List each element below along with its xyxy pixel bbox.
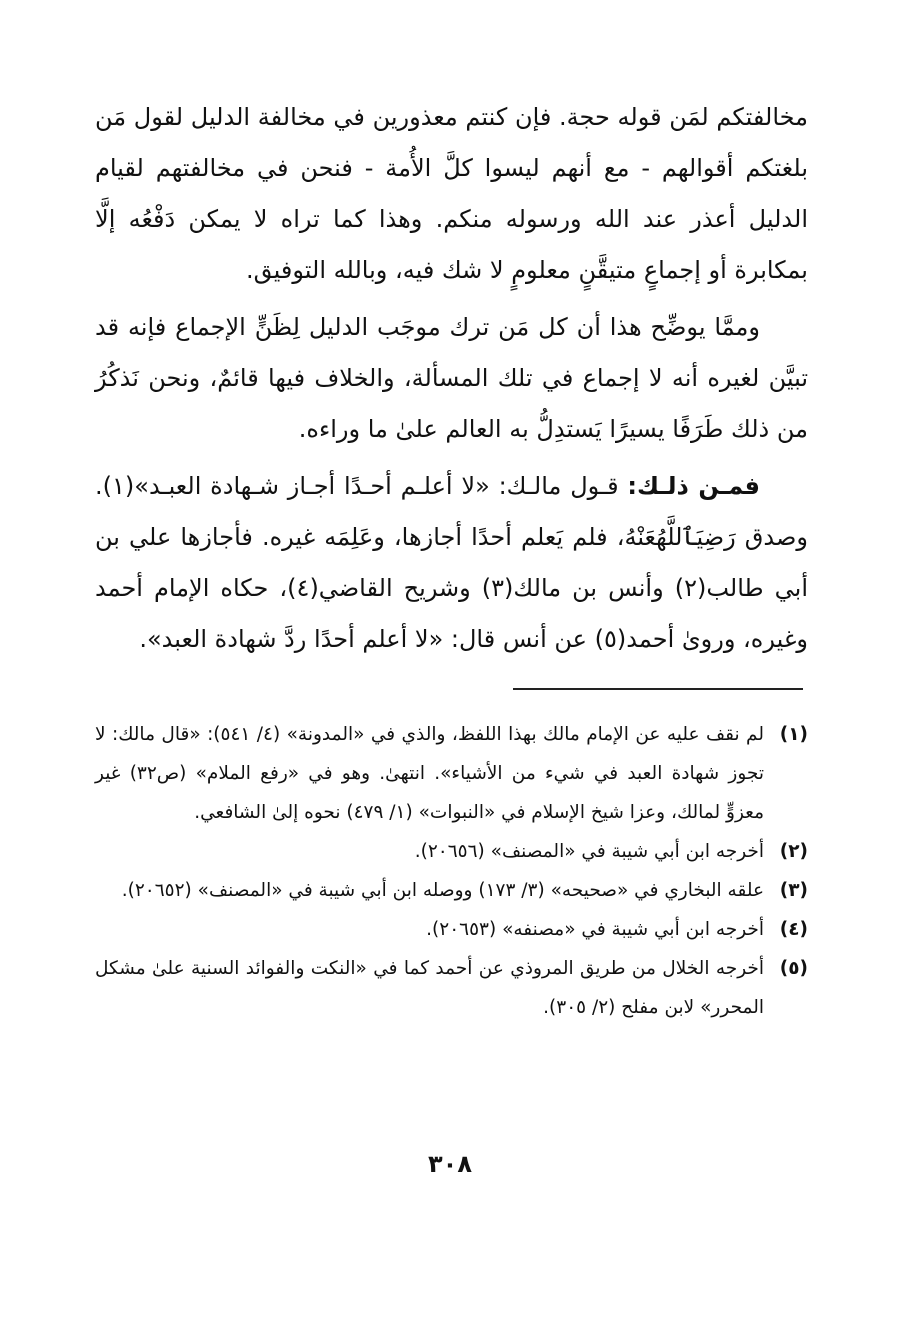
footnote-number: (٣)	[779, 880, 808, 901]
footnote-number: (٢)	[779, 841, 808, 862]
footnote-4	[95, 910, 808, 949]
footnote-2	[95, 832, 808, 871]
paragraph-text: وممَّا يوضِّح هذا أن كل مَن ترك موجَب الدليل لِظَنٍّ الإجماع فإنه قد تبيَّن لغيره أنه لا إجماع في تلك المسألة، والخلاف فيها قائمٌ، ونحن نَذكُرُ من ذلك طَرَفًا يسيرًا يَستدِلُّ به العالم علىٰ ما وراءه.	[95, 313, 808, 443]
page-number: ٣٠٨	[428, 1150, 472, 1178]
footnote-text: لم نقف عليه عن الإمام مالك بهذا اللفظ، والذي في «المدونة» (٤/ ٥٤١): «قال مالك: لا تجوز شهادة العبد في شيء من الأشياء». انتهىٰ. وهو في «رفع الملام» (ص٣٢) غير معزوٍّ لمالك، وعزا شيخ الإسلام في «النبوات» (١/ ٤٧٩) نحوه إلىٰ الشافعي.	[95, 724, 764, 823]
paragraph-3	[95, 461, 808, 665]
paragraph-text: مخالفتكم لمَن قوله حجة. فإن كنتم معذورين في مخالفة الدليل لقول مَن بلغتكم أقوالهم - مع أنهم ليسوا كلَّ الأُمة - فنحن في مخالفتهم لقيام الدليل أعذر عند الله ورسوله منكم. وهذا كما تراه لا يمكن دَفْعُه إلَّا بمكابرة أو إجماعٍ متيقَّنٍ معلومٍ لا شك فيه، وبالله التوفيق.	[95, 103, 808, 284]
footnote-5	[95, 949, 808, 1027]
footnote-text: علقه البخاري في «صحيحه» (٣/ ١٧٣) ووصله ابن أبي شيبة في «المصنف» (٢٠٦٥٢).	[121, 880, 764, 901]
footnote-1	[95, 715, 808, 832]
footnote-text: أخرجه الخلال من طريق المروذي عن أحمد كما في «النكت والفوائد السنية علىٰ مشكل المحرر» لابن مفلح (٢/ ٣٠٥).	[95, 958, 764, 1018]
paragraph-1	[95, 92, 808, 296]
footnote-number: (٥)	[779, 958, 808, 979]
footnote-text: أخرجه ابن أبي شيبة في «مصنفه» (٢٠٦٥٣).	[426, 919, 764, 940]
footnote-number: (٤)	[779, 919, 808, 940]
paragraph-lead: فمـن ذلـك:	[627, 472, 760, 500]
footnote-text: أخرجه ابن أبي شيبة في «المصنف» (٢٠٦٥٦).	[414, 841, 764, 862]
footnote-separator	[513, 688, 803, 690]
footnotes	[95, 715, 808, 1027]
paragraph-text: قـول مالـك: «لا أعلـم أحـدًا أجـاز شـهادة العبـد»(١). وصدق رَضِيَٱللَّهُعَنْهُ، فلم يَعلم أحدًا أجازها، وعَلِمَه غيره. فأجازها علي بن أبي طالب(٢) وأنس بن مالك(٣) وشريح القاضي(٤)، حكاه الإمام أحمد وغيره، وروىٰ أحمد(٥) عن أنس قال: «لا أعلم أحدًا ردَّ شهادة العبد».	[95, 472, 808, 653]
main-text	[95, 92, 808, 671]
footnote-number: (١)	[779, 724, 808, 745]
paragraph-2	[95, 302, 808, 455]
footnote-3	[95, 871, 808, 910]
